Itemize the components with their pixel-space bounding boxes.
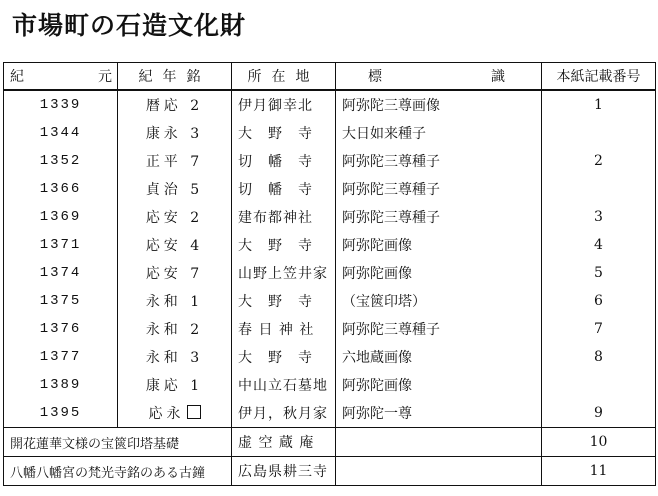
header-mark-right: 識 [491,69,505,85]
mark-cell: 阿弥陀一尊 [336,399,542,428]
era-cell: 1339 [4,90,118,119]
header-era: 紀 元 [4,63,118,91]
place-cell: 山野上笠井家 [232,259,336,287]
place-cell: 伊月御幸北 [232,90,336,119]
number-cell: 5 [542,259,656,287]
header-mark [336,63,542,91]
nengo-cell: 康応 1 [118,371,232,399]
place-cell: 伊月，秋月家 [232,399,336,428]
nengo-cell: 康永 3 [118,119,232,147]
era-cell: 1374 [4,259,118,287]
era-cell: 1344 [4,119,118,147]
nengo-cell: 応安 2 [118,203,232,231]
mark-cell: 阿弥陀三尊画像 [336,90,542,119]
place-cell: 大 野 寺 [232,287,336,315]
number-cell: 7 [542,315,656,343]
mark-cell [336,428,542,457]
artifact-label-cell: 開花蓮華文様の宝篋印塔基礎 [4,428,232,457]
illegible-glyph-box [187,405,201,419]
place-cell: 春 日 神 社 [232,315,336,343]
number-cell: 3 [542,203,656,231]
era-cell: 1366 [4,175,118,203]
place-cell: 切 幡 寺 [232,175,336,203]
table-row [4,343,656,371]
era-cell: 1395 [4,399,118,428]
number-cell: 1 [542,90,656,119]
table-header-row [4,63,656,91]
table-row [4,119,656,147]
nengo-cell: 貞治 5 [118,175,232,203]
number-cell: 4 [542,231,656,259]
place-cell: 切 幡 寺 [232,147,336,175]
nengo-cell: 永和 3 [118,343,232,371]
era-cell: 1369 [4,203,118,231]
mark-cell: 阿弥陀三尊種子 [336,203,542,231]
place-cell: 大 野 寺 [232,119,336,147]
artifact-label-cell: 八幡八幡宮の梵光寺銘のある古鐘 [4,457,232,486]
table-row [4,428,656,457]
nengo-cell: 正平 7 [118,147,232,175]
header-place: 所在地 [232,63,336,91]
nengo-cell: 暦応 2 [118,90,232,119]
number-cell: 10 [542,428,656,457]
number-cell: 8 [542,343,656,371]
table-row [4,147,656,175]
number-cell [542,175,656,203]
era-cell: 1377 [4,343,118,371]
header-mark-left: 標 [368,69,382,85]
table-row [4,457,656,486]
number-cell: 2 [542,147,656,175]
table-row [4,287,656,315]
table-row [4,90,656,119]
stone-artifacts-table [3,62,656,486]
mark-cell: 六地蔵画像 [336,343,542,371]
place-cell: 建布都神社 [232,203,336,231]
mark-cell [336,457,542,486]
header-nengo: 紀年銘 [118,63,232,91]
number-cell: 11 [542,457,656,486]
mark-cell: （宝篋印塔） [336,287,542,315]
table-body [4,90,656,428]
table-footer [4,428,656,486]
number-cell [542,119,656,147]
era-cell: 1371 [4,231,118,259]
table-row [4,231,656,259]
page-title: 市場町の石造文化財 [12,11,247,40]
table-row [4,399,656,428]
mark-cell: 阿弥陀三尊種子 [336,147,542,175]
table-row [4,259,656,287]
nengo-cell: 永和 1 [118,287,232,315]
mark-cell: 阿弥陀画像 [336,231,542,259]
place-cell: 大 野 寺 [232,343,336,371]
header-number: 本紙記載番号 [542,63,656,91]
era-cell: 1375 [4,287,118,315]
number-cell: 6 [542,287,656,315]
era-cell: 1376 [4,315,118,343]
place-cell: 中山立石墓地 [232,371,336,399]
number-cell [542,371,656,399]
table-row [4,315,656,343]
mark-cell: 大日如来種子 [336,119,542,147]
number-cell: 9 [542,399,656,428]
mark-cell: 阿弥陀画像 [336,259,542,287]
table-row [4,203,656,231]
place-cell: 広島県耕三寺 [232,457,336,486]
nengo-cell: 永和 2 [118,315,232,343]
mark-cell: 阿弥陀三尊種子 [336,315,542,343]
era-cell: 1352 [4,147,118,175]
mark-cell: 阿弥陀画像 [336,371,542,399]
nengo-cell: 応永 [118,399,232,428]
table-row [4,175,656,203]
era-cell: 1389 [4,371,118,399]
nengo-cell: 応安 7 [118,259,232,287]
place-cell: 虚 空 蔵 庵 [232,428,336,457]
mark-cell: 阿弥陀三尊種子 [336,175,542,203]
place-cell: 大 野 寺 [232,231,336,259]
nengo-cell: 応安 4 [118,231,232,259]
table-row [4,371,656,399]
